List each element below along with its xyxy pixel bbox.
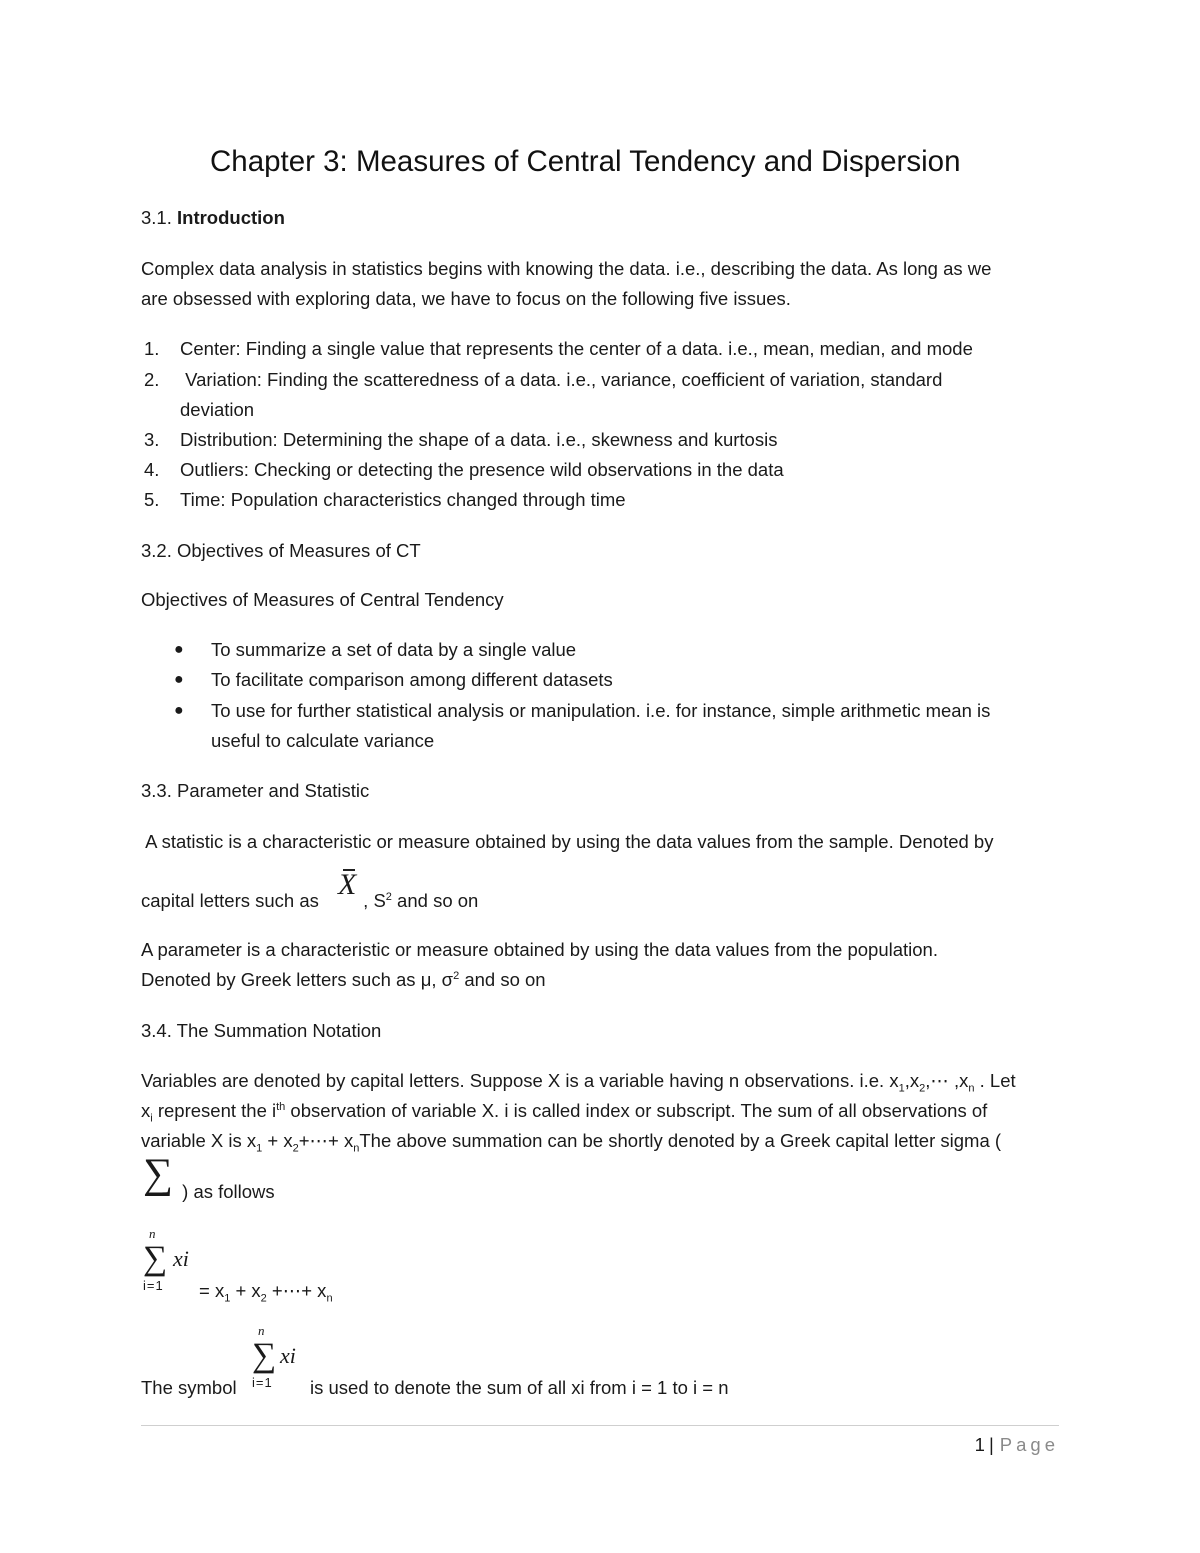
summation-line-2: [141, 1096, 987, 1126]
intro-line-1: Complex data analysis in statistics begins with knowing the data. i.e., describing the data. As long as we: [141, 258, 992, 279]
bullet-icon: ●: [174, 671, 184, 688]
upper-limit: n: [149, 1226, 156, 1241]
objectives-intro: Objectives of Measures of Central Tendency: [141, 589, 504, 610]
list-text: Variation: Finding the scatteredness of a data. i.e., variance, coefficient of variation, standard: [180, 369, 943, 390]
section-3-2-heading: 3.2. Objectives of Measures of CT: [141, 540, 421, 561]
lower-limit: i=1: [252, 1375, 273, 1390]
subscript: 1: [256, 1142, 263, 1155]
subscript: i: [150, 1112, 153, 1125]
s-symbol: , S: [358, 890, 386, 911]
inline-summation-formula: [250, 1323, 310, 1393]
page-number: 1: [974, 1434, 985, 1455]
page-label: Page: [999, 1434, 1059, 1455]
list-number: 1.: [144, 338, 160, 359]
bullet-text: To summarize a set of data by a single value: [211, 639, 577, 660]
summation-expansion: [199, 1276, 333, 1306]
text: x: [141, 1100, 151, 1121]
text: + x: [230, 1280, 261, 1301]
subscript: n: [326, 1292, 333, 1305]
list-number: 3.: [144, 429, 160, 450]
page-footer: [975, 1430, 1059, 1460]
list-number: 5.: [144, 489, 160, 510]
text: . Let: [974, 1070, 1016, 1091]
subscript: 1: [898, 1082, 905, 1095]
statistic-line-2: [141, 886, 478, 916]
list-text-continuation: deviation: [180, 399, 255, 420]
subscript: 2: [260, 1292, 267, 1305]
section-3-3-heading: 3.3. Parameter and Statistic: [141, 780, 370, 801]
summand: xi: [173, 1246, 189, 1271]
list-text: Center: Finding a single value that represents the center of a data. i.e., mean, median, and mode: [180, 338, 973, 359]
statistic-prefix: capital letters such as: [141, 890, 325, 911]
text: Variables are denoted by capital letters. Suppose X is a variable having n observations. i.e. x: [141, 1070, 899, 1091]
bullet-icon: ●: [174, 641, 184, 658]
list-text: Outliers: Checking or detecting the presence wild observations in the data: [180, 459, 784, 480]
sigma-symbol: ∑: [143, 1240, 168, 1277]
text: ,⋯ ,x: [925, 1070, 969, 1091]
list-number: 2.: [144, 369, 160, 390]
list-text: Distribution: Determining the shape of a data. i.e., skewness and kurtosis: [180, 429, 778, 450]
text: variable X is x: [141, 1130, 257, 1151]
text: +⋯+ x: [298, 1130, 354, 1151]
parameter-suffix: and so on: [459, 969, 546, 990]
as-follows-text: ) as follows: [177, 1181, 275, 1202]
bullet-text: To use for further statistical analysis or manipulation. i.e. for instance, simple arithmetic mean is: [211, 700, 991, 721]
statistic-line-1: A statistic is a characteristic or measure obtained by using the data values from the sample. Denoted by: [141, 831, 994, 852]
intro-line-2: are obsessed with exploring data, we have to focus on the following five issues.: [141, 288, 791, 309]
summation-line-3: [141, 1126, 1001, 1156]
sigma-symbol: ∑: [143, 1151, 173, 1197]
parameter-line-1: A parameter is a characteristic or measure obtained by using the data values from the population.: [141, 939, 938, 960]
superscript: th: [276, 1100, 286, 1113]
section-number: 3.1.: [141, 207, 172, 228]
parameter-prefix: Denoted by Greek letters such as μ, σ: [141, 969, 454, 990]
subscript: n: [353, 1142, 360, 1155]
text: + x: [262, 1130, 293, 1151]
upper-limit: n: [258, 1323, 265, 1338]
list-number: 4.: [144, 459, 160, 480]
sigma-superscript: 2: [453, 969, 460, 982]
statistic-suffix: and so on: [391, 890, 479, 911]
parameter-line-2: [141, 965, 546, 995]
sigma-symbol: ∑: [252, 1337, 277, 1374]
section-3-1-heading: [141, 203, 285, 233]
x-bar-symbol: [333, 866, 363, 906]
section-3-4-heading: 3.4. The Summation Notation: [141, 1020, 382, 1041]
x-letter: X: [338, 868, 357, 901]
summation-line-1: [141, 1066, 1016, 1096]
page-separator: |: [988, 1434, 994, 1455]
bullet-icon: ●: [174, 702, 184, 719]
summand: xi: [280, 1343, 296, 1368]
section-title: Introduction: [177, 207, 285, 228]
list-text: Time: Population characteristics changed through time: [180, 489, 626, 510]
text: observation of variable X. i is called index or subscript. The sum of all observations of: [285, 1100, 988, 1121]
text: The above summation can be shortly denoted by a Greek capital letter sigma (: [359, 1130, 1002, 1151]
text: ,x: [904, 1070, 920, 1091]
text: +⋯+ x: [266, 1280, 327, 1301]
subscript: n: [968, 1082, 975, 1095]
subscript: 2: [292, 1142, 299, 1155]
chapter-title: Chapter 3: Measures of Central Tendency and Dispersion: [210, 145, 961, 178]
s-superscript: 2: [385, 890, 392, 903]
subscript: 2: [919, 1082, 926, 1095]
text: = x: [199, 1280, 225, 1301]
lower-limit: i=1: [143, 1278, 164, 1293]
footer-rule: [141, 1425, 1059, 1426]
bullet-text: To facilitate comparison among different datasets: [211, 669, 613, 690]
bullet-text-continuation: useful to calculate variance: [211, 730, 435, 751]
symbol-suffix: is used to denote the sum of all xi from i = 1 to i = n: [310, 1377, 729, 1398]
text: represent the i: [152, 1100, 277, 1121]
symbol-prefix: The symbol: [141, 1377, 237, 1398]
subscript: 1: [224, 1292, 231, 1305]
